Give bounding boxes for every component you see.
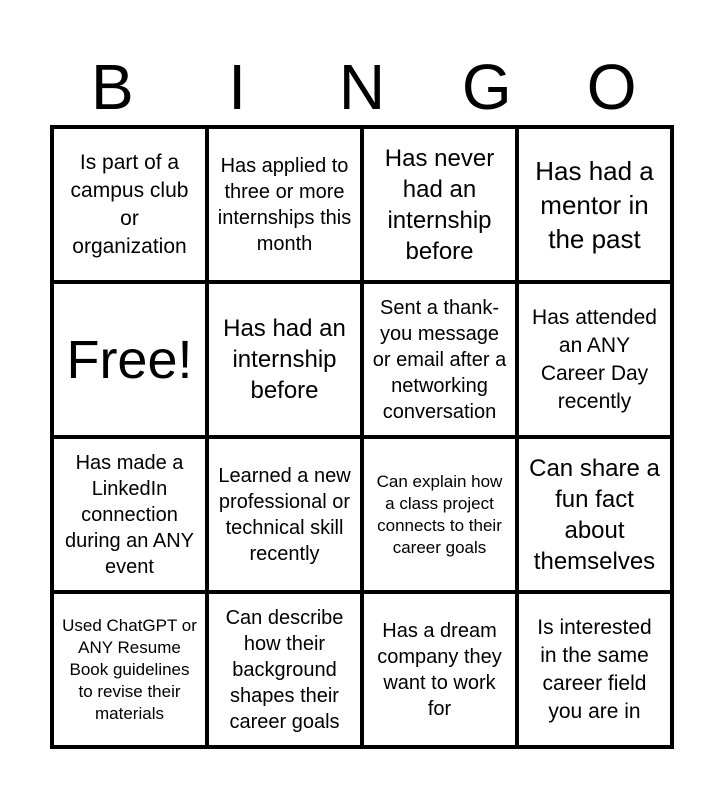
title-letter-n: N	[338, 51, 386, 123]
bingo-cell[interactable]	[364, 129, 515, 280]
cell-text: Sent a thank-you message or email after a networking conversation	[372, 296, 507, 423]
cell-text: Has applied to three or more internships this month	[217, 154, 352, 255]
bingo-title	[50, 52, 674, 122]
free-space-text: Free!	[66, 329, 193, 390]
title-letter-i: I	[228, 51, 247, 123]
bingo-cell[interactable]	[54, 439, 205, 590]
bingo-cell[interactable]	[209, 439, 360, 590]
cell-text: Can share a fun fact about themselves	[529, 454, 660, 575]
cell-text: Has had an internship before	[223, 315, 346, 404]
cell-text: Has attended an ANY Career Day recently	[532, 305, 657, 413]
cell-text: Can describe how their background shapes their career goals	[225, 606, 344, 733]
cell-text: Has made a LinkedIn connection during an ANY event	[65, 451, 194, 578]
cell-text: Has had a mentor in the past	[535, 155, 654, 254]
bingo-cell[interactable]	[364, 439, 515, 590]
cell-text: Used ChatGPT or ANY Resume Book guidelines to revise their materials	[62, 615, 197, 723]
bingo-board	[50, 125, 674, 749]
bingo-cell[interactable]	[364, 284, 515, 435]
cell-text: Can explain how a class project connects to their career goals	[376, 471, 503, 557]
cell-text: Is interested in the same career field you are in	[537, 615, 652, 723]
bingo-cell[interactable]	[519, 594, 670, 745]
bingo-cell[interactable]	[364, 594, 515, 745]
bingo-cell[interactable]	[519, 439, 670, 590]
title-letter-g: G	[461, 51, 512, 123]
bingo-cell[interactable]	[519, 129, 670, 280]
bingo-cell[interactable]	[519, 284, 670, 435]
bingo-cell[interactable]	[209, 129, 360, 280]
free-space-cell[interactable]	[54, 284, 205, 435]
title-letter-o: O	[586, 51, 637, 123]
bingo-cell[interactable]	[54, 129, 205, 280]
bingo-cell[interactable]	[209, 594, 360, 745]
cell-text: Learned a new professional or technical skill recently	[218, 464, 351, 565]
title-letter-b: B	[91, 51, 134, 123]
cell-text: Has never had an internship before	[384, 144, 495, 265]
cell-text: Has a dream company they want to work for	[377, 619, 502, 720]
cell-text: Is part of a campus club or organization	[70, 150, 189, 258]
bingo-cell[interactable]	[209, 284, 360, 435]
bingo-cell[interactable]	[54, 594, 205, 745]
